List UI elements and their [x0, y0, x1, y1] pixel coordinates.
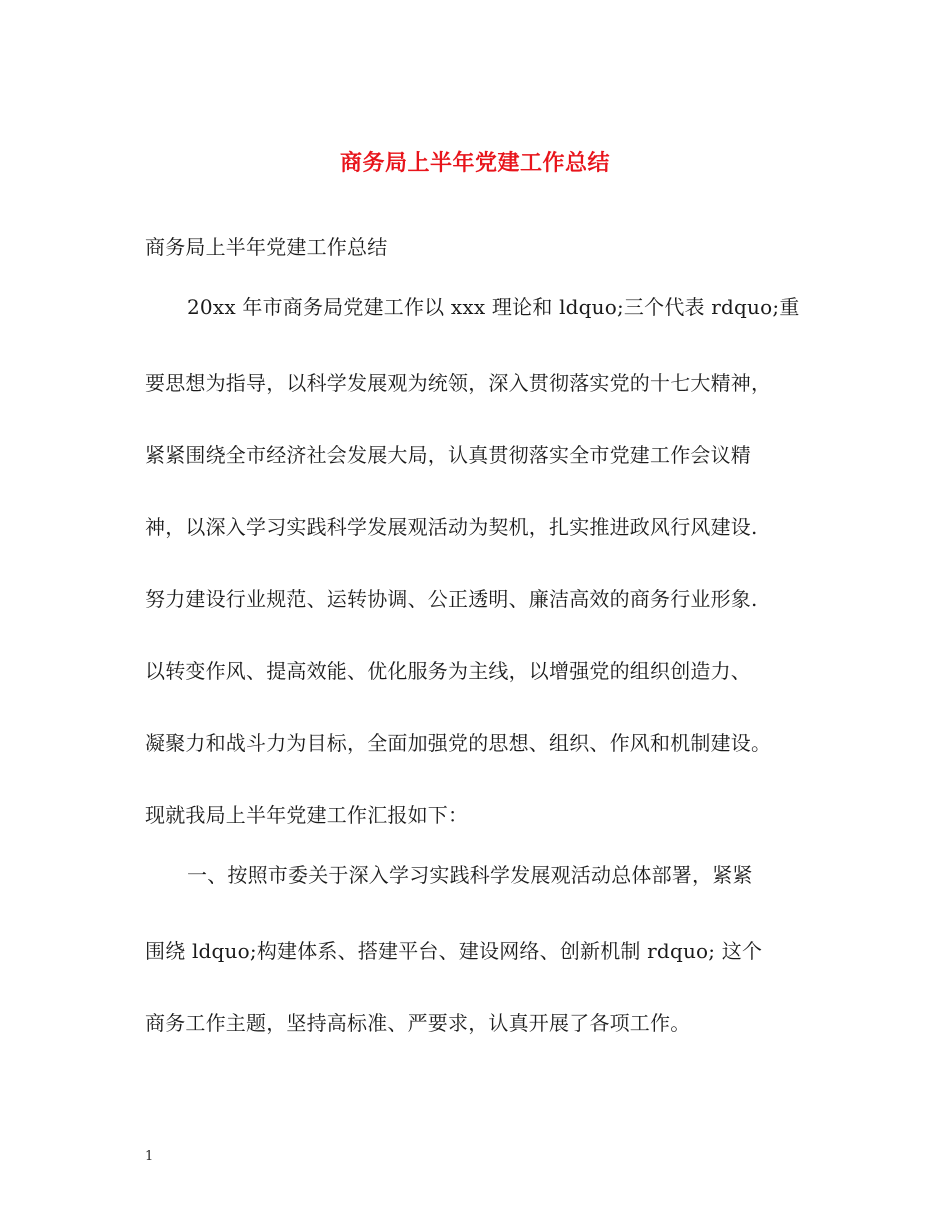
paragraph-line: 以转变作风、提高效能、优化服务为主线，以增强党的组织创造力、	[145, 659, 751, 683]
paragraph-line: 要思想为指导，以科学发展观为统领，深入贯彻落实党的十七大精神，	[145, 371, 772, 395]
document-title: 商务局上半年党建工作总结	[339, 150, 610, 176]
paragraph-line: 凝聚力和战斗力为目标，全面加强党的思想、组织、作风和机制建设。	[145, 731, 772, 755]
paragraph-line: 紧紧围绕全市经济社会发展大局，认真贯彻落实全市党建工作会议精	[145, 443, 751, 467]
page-number: 1	[145, 1149, 154, 1164]
paragraph-line: 现就我局上半年党建工作汇报如下：	[145, 803, 469, 827]
paragraph-line: 神，以深入学习实践科学发展观活动为契机，扎实推进政风行风建设.	[145, 515, 758, 539]
paragraph-line: 围绕 ldquo;构建体系、搭建平台、建设网络、创新机制 rdquo; 这个	[145, 939, 763, 963]
document-subtitle: 商务局上半年党建工作总结	[145, 235, 388, 259]
paragraph-line: 20xx 年市商务局党建工作以 xxx 理论和 ldquo;三个代表 rdquo;重	[187, 295, 800, 319]
paragraph-line: 一、按照市委关于深入学习实践科学发展观活动总体部署，紧紧	[187, 863, 753, 887]
paragraph-line: 努力建设行业规范、运转协调、公正透明、廉洁高效的商务行业形象.	[145, 587, 758, 611]
paragraph-line: 商务工作主题，坚持高标准、严要求，认真开展了各项工作。	[145, 1011, 691, 1035]
